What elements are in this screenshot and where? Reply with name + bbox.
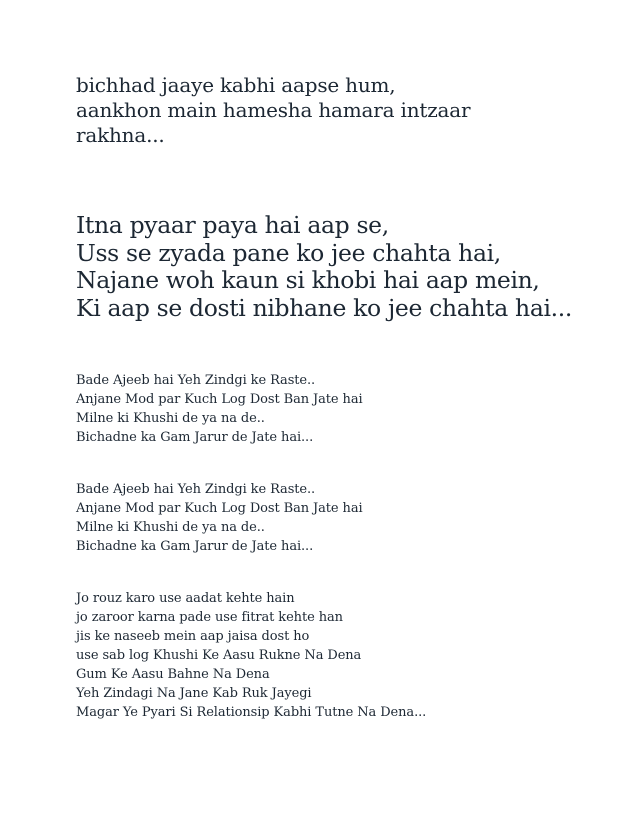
poem-line: Bichadne ka Gam Jarur de Jate hai... [76, 539, 314, 554]
stanza-1 [76, 73, 598, 148]
poem-line: Itna pyaar paya hai aap se, [76, 211, 389, 239]
poem-line: Ki aap se dosti nibhane ko jee chahta hai... [76, 293, 573, 322]
poem-line: Jo rouz karo use aadat kehte hain [76, 591, 295, 606]
stanza-3 [76, 371, 598, 447]
poem-line: Yeh Zindagi Na Jane Kab Ruk Jayegi [76, 686, 312, 701]
poem-line: Magar Ye Pyari Si Relationsip Kabhi Tutne Na Dena... [76, 705, 427, 720]
poem-line: Uss se zyada pane ko jee chahta hai, [76, 238, 501, 267]
poem-line: Najane woh kaun si khobi hai aap mein, [76, 266, 540, 294]
poem-line: aankhon main hamesha hamara intzaar rakhna... [76, 98, 471, 147]
poem-line: Bade Ajeeb hai Yeh Zindgi ke Raste.. [76, 482, 316, 497]
stanza-2 [76, 212, 598, 322]
poem-line: Anjane Mod par Kuch Log Dost Ban Jate hai [76, 392, 363, 407]
poem-line: Milne ki Khushi de ya na de.. [76, 411, 265, 426]
poem-line: Milne ki Khushi de ya na de.. [76, 520, 265, 535]
poem-line: jo zaroor karna pade use fitrat kehte han [76, 610, 343, 625]
poem-line: use sab log Khushi Ke Aasu Rukne Na Dena [76, 648, 362, 663]
poem-line: jis ke naseeb mein aap jaisa dost ho [76, 629, 310, 644]
poem-line: Anjane Mod par Kuch Log Dost Ban Jate hai [76, 501, 363, 516]
stanza-5 [76, 589, 598, 722]
poem-line: Bichadne ka Gam Jarur de Jate hai... [76, 430, 314, 445]
poem-line: bichhad jaaye kabhi aapse hum, [76, 73, 396, 97]
stanza-4 [76, 480, 598, 556]
poem-line: Gum Ke Aasu Bahne Na Dena [76, 667, 270, 682]
poem-line: Bade Ajeeb hai Yeh Zindgi ke Raste.. [76, 373, 316, 388]
